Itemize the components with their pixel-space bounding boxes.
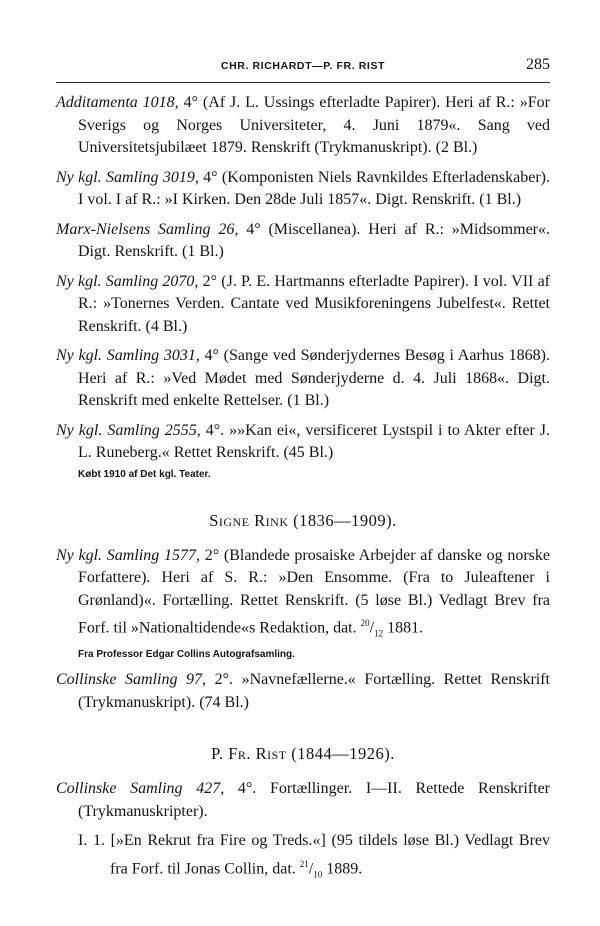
entry-text: 2°. »Navnefællerne.« Fortælling. Rettet Renskrift (Trykmanuskript). (74 Bl.)	[78, 671, 551, 711]
shelfmark: Additamenta 1018,	[56, 94, 179, 111]
catalog-entry-nks-3019	[56, 167, 550, 212]
catalog-entry-marx-nielsen-26	[56, 219, 550, 264]
date-day: 21	[299, 858, 309, 869]
section-heading-signe-rink	[56, 511, 550, 531]
catalog-entry-nks-2555	[56, 420, 550, 465]
shelfmark: Ny kgl. Samling 3019,	[56, 168, 199, 186]
author-name: P. Fr. Rist	[211, 744, 287, 764]
entry-text: 4° (Komponisten Niels Ravnkildes Efterladenskaber). I vol. I af R.: »I Kirken. Den 28de Juli 1857«. Digt. Renskrift. (1 Bl.)	[78, 168, 551, 208]
catalog-entry-collinske-97	[56, 669, 550, 714]
catalog-entry-collinske-427	[56, 778, 550, 823]
shelfmark: Ny kgl. Samling 2070,	[56, 272, 199, 290]
entry-text: 4° (Sange ved Sønderjydernes Besøg i Aarhus 1868). Heri af R.: »Ved Mødet med Sønderjyderne d. 4. Juli 1868«. Digt. Renskrift med enkelte Rettelser. (1 Bl.)	[78, 347, 551, 409]
entry-text: 4° (Miscellanea). Heri af R.: »Midsommer«. Digt. Renskrift. (1 Bl.)	[78, 220, 551, 260]
entry-text: 2° (J. P. E. Hartmanns efterladte Papirer). I vol. VII af R.: »Tonernes Verden. Cantate ved Musikforeningens Jubelfest«. Rettet Renskrift. (4 Bl.)	[78, 272, 551, 335]
author-name: Signe Rink	[209, 510, 289, 530]
date-month: 10	[313, 869, 323, 880]
provenance-note: Købt 1910 af Det kgl. Teater.	[78, 468, 211, 480]
provenance-note: Fra Professor Edgar Collins Autografsamling.	[78, 649, 295, 661]
shelfmark: Ny kgl. Samling 1577,	[56, 546, 200, 564]
sub-entry-i-1: I. 1. [»En Rekrut fra Fire og Treds.«] (95 tildels løse Bl.) Vedlagt Brev fra Forf. til Jonas Collin, dat. $^{21}/_{10}$ 1889.	[78, 832, 550, 880]
entry-text: 4°. Fortællinger. I—II. Rettede Renskrifter (Trykmanuskripter).	[78, 780, 550, 820]
sub-entry-label: I. 1.	[78, 832, 105, 850]
entry-text: 4°. »»Kan ei«, versificeret Lystspil i to Akter efter J. L. Runeberg.« Rettet Renskrift. (45 Bl.)	[78, 421, 551, 461]
section-heading-p-fr-rist	[56, 744, 550, 764]
entry-text-end: 1881.	[383, 619, 424, 637]
shelfmark: Collinske Samling 97,	[56, 671, 207, 689]
shelfmark: Ny kgl. Samling 3031,	[56, 347, 200, 364]
catalog-entry-nks-3031	[56, 345, 550, 413]
date-day: 20	[360, 618, 370, 628]
entry-text: [»En Rekrut fra Fire og Treds.«] (95 tildels løse Bl.) Vedlagt Brev fra Forf. til Jonas Collin, dat.	[104, 832, 550, 877]
shelfmark: Collinske Samling 427,	[56, 780, 225, 798]
catalog-entry-nks-1577: Ny kgl. Samling 1577, 2° (Blandede prosaiske Arbejder af danske og norske Forfattere). Heri af S. R.: »Den Ensomme. (Fra to Juleaftener i Grønland)«. Fortælling. Rettet Renskrift. (5 løse Bl.) Vedlagt Brev fra Forf. til »Nationaltidende«s Redaktion, dat. $^{20}/_{12}$ 1881.	[56, 546, 551, 639]
shelfmark: Ny kgl. Samling 2555,	[56, 421, 201, 439]
catalog-entry-nks-2070	[56, 271, 550, 339]
page-header	[56, 56, 550, 83]
entry-text: 2° (Blandede prosaiske Arbejder af danske og norske Forfattere). Heri af S. R.: »Den Ensomme. (Fra to Juleaftener i Grønland)«. Fortælling. Rettet Renskrift. (5 løse Bl.) Vedlagt Brev fra Forf. til »Nationaltidende«s Redaktion, dat.	[78, 546, 551, 637]
running-head: CHR. RICHARDT—P. FR. RIST	[220, 60, 386, 72]
author-dates: (1844—1926).	[291, 744, 395, 764]
catalog-entry-additamenta-1018	[56, 92, 550, 160]
date-month: 12	[374, 628, 384, 639]
shelfmark: Marx-Nielsens Samling 26,	[56, 220, 239, 238]
entry-text: 4° (Af J. L. Ussings efterladte Papirer). Heri af R.: »For Sverigs og Norges Universiteter, 4. Juni 1879«. Sang ved Universitetsjubilæet 1879. Renskrift (Trykmanuskript). (2 Bl.)	[78, 94, 551, 156]
page-body	[56, 92, 550, 892]
page-number: 285	[526, 56, 550, 73]
author-dates: (1836—1909).	[293, 510, 397, 530]
entry-text-end: 1889.	[322, 859, 363, 877]
